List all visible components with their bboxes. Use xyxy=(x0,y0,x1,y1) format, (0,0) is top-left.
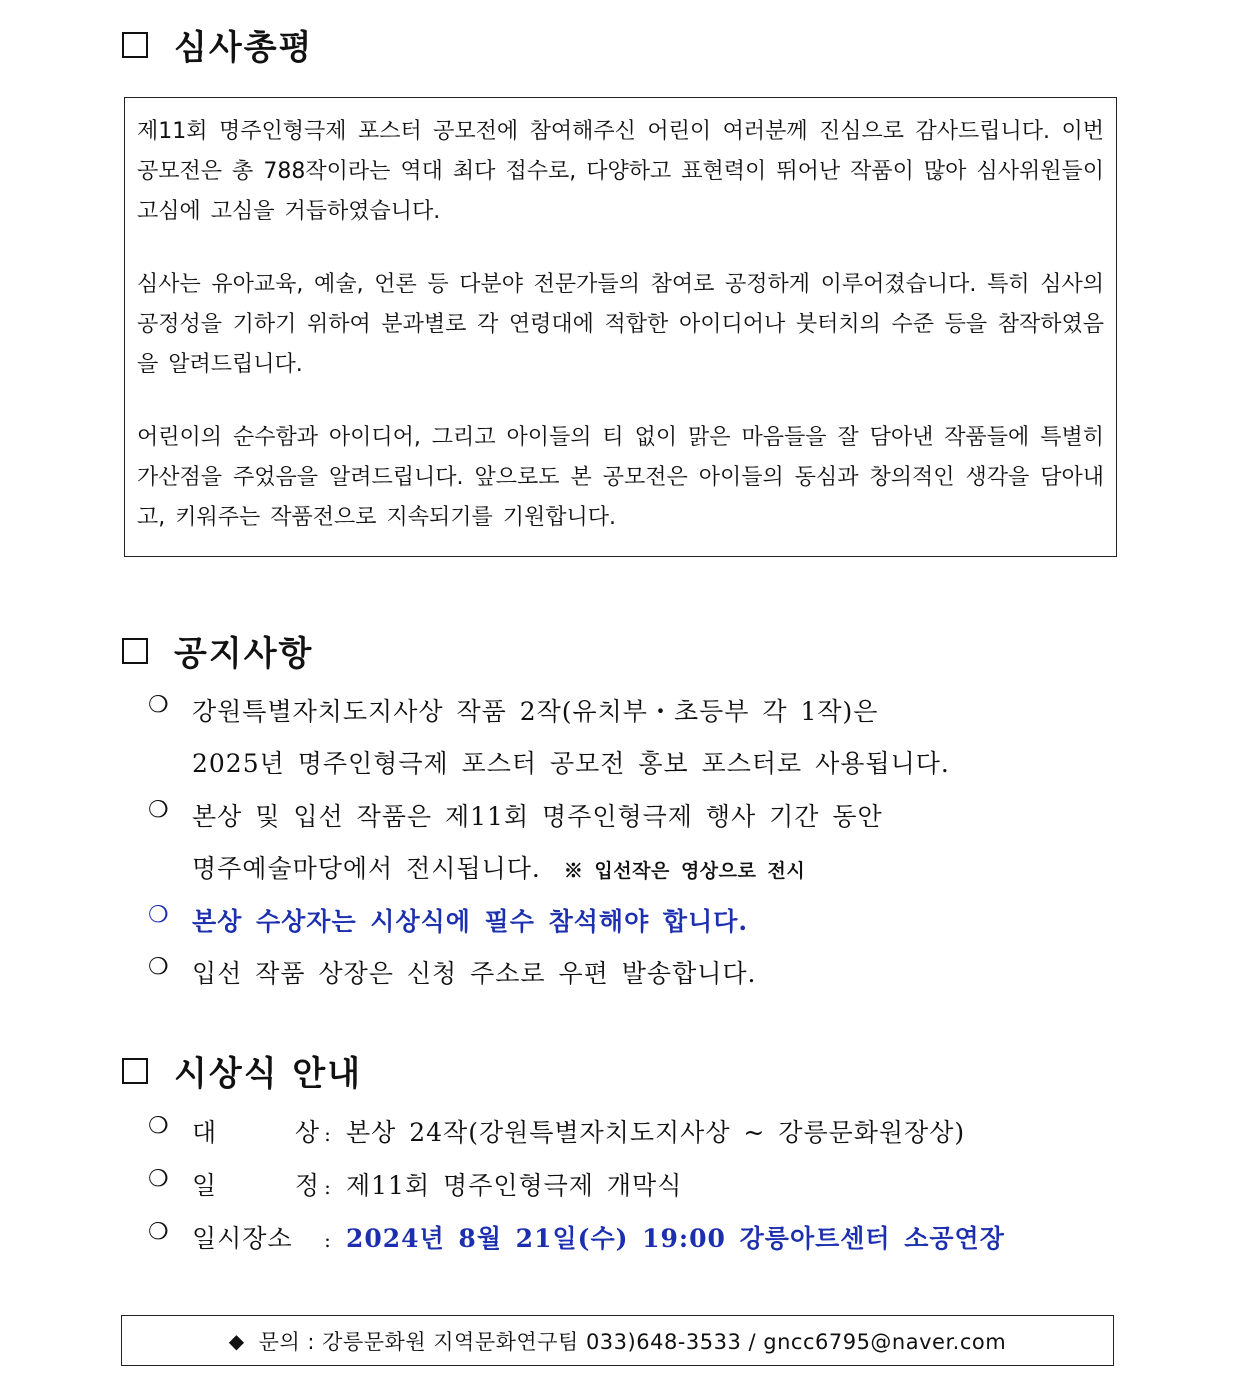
contact-text: 문의 : 강릉문화원 지역문화연구팀 033)648-3533 / gncc6795@naver.com xyxy=(258,1329,1007,1354)
notice-item-1-line1: 강원특별자치도지사상 작품 2작(유치부・초등부 각 1작)은 xyxy=(192,697,879,726)
checkbox-icon xyxy=(122,32,148,58)
notice-item-4: 입선 작품 상장은 신청 주소로 우편 발송합니다. xyxy=(192,959,757,988)
circle-bullet-icon: ❍ xyxy=(148,1219,169,1245)
diamond-icon: ◆ xyxy=(228,1328,245,1353)
separator: : xyxy=(324,1175,332,1199)
review-box xyxy=(124,97,1117,557)
separator: : xyxy=(324,1228,332,1252)
checkbox-icon xyxy=(122,638,148,664)
circle-bullet-icon: ❍ xyxy=(148,1166,169,1192)
notice-item-3: 본상 수상자는 시상식에 필수 참석해야 합니다. xyxy=(192,907,749,936)
notice-item-highlight xyxy=(148,902,1148,954)
circle-bullet-icon: ❍ xyxy=(148,954,169,980)
review-heading xyxy=(122,20,313,69)
notice-item-continuation xyxy=(148,744,1148,797)
notice-item xyxy=(148,797,1148,849)
ceremony-schedule-value: 제11회 명주인형극제 개막식 xyxy=(346,1171,683,1200)
notice-item-2-note: ※ 입선작은 영상으로 전시 xyxy=(563,860,806,882)
circle-bullet-icon: ❍ xyxy=(148,692,169,718)
notice-heading-text: 공지사항 xyxy=(174,634,314,674)
notice-item-continuation xyxy=(148,849,1148,902)
notice-item-2-line2: 명주예술마당에서 전시됩니다. xyxy=(192,854,541,883)
ceremony-target-value: 본상 24작(강원특별자치도지사상 ~ 강릉문화원장상) xyxy=(346,1118,966,1147)
circle-bullet-icon: ❍ xyxy=(148,902,169,928)
ceremony-item xyxy=(148,1166,1148,1219)
notice-heading xyxy=(122,626,313,675)
notice-item xyxy=(148,954,1148,1006)
separator: : xyxy=(324,1122,332,1146)
review-paragraph-3: 어린이의 순수함과 아이디어, 그리고 아이들의 티 없이 맑은 마음들을 잘 담아낸 작품들에 특별히 가산점을 주었음을 알려드립니다. 앞으로도 본 공모전은 아이들의 동심과 창의적인 생각을 담아내고, 키워주는 작품전으로 지속되기를 기원합니다. xyxy=(137,425,1104,530)
checkbox-icon xyxy=(122,1058,148,1084)
ceremony-heading-text: 시상식 안내 xyxy=(174,1054,363,1094)
ceremony-datetime-label: 일시장소 xyxy=(192,1224,293,1253)
ceremony-datetime-value: 2024년 8월 21일(수) 19:00 강릉아트센터 소공연장 xyxy=(346,1224,1005,1253)
circle-bullet-icon: ❍ xyxy=(148,1113,169,1139)
ceremony-item xyxy=(148,1219,1148,1272)
review-heading-text: 심사총평 xyxy=(174,28,314,68)
ceremony-list xyxy=(148,1113,1148,1272)
ceremony-heading xyxy=(122,1046,362,1095)
notice-item xyxy=(148,692,1148,744)
notice-item-1-line2: 2025년 명주인형극제 포스터 공모전 홍보 포스터로 사용됩니다. xyxy=(192,749,950,778)
ceremony-target-label: 대 상 xyxy=(192,1118,320,1147)
notice-item-2-line1: 본상 및 입선 작품은 제11회 명주인형극제 행사 기간 동안 xyxy=(192,802,883,831)
review-paragraph-1: 제11회 명주인형극제 포스터 공모전에 참여해주신 어린이 여러분께 진심으로 감사드립니다. 이번 공모전은 총 788작이라는 역대 최다 접수로, 다양하고 표현력이 뛰어난 작품이 많아 심사위원들이 고심에 고심을 거듭하였습니다. xyxy=(137,119,1104,224)
ceremony-schedule-label: 일 정 xyxy=(192,1171,320,1200)
notice-list xyxy=(148,692,1148,1006)
contact-box xyxy=(121,1315,1114,1366)
review-paragraph-2: 심사는 유아교육, 예술, 언론 등 다분야 전문가들의 참여로 공정하게 이루어졌습니다. 특히 심사의 공정성을 기하기 위하여 분과별로 각 연령대에 적합한 아이디어나 붓터치의 수준 등을 참작하였음을 알려드립니다. xyxy=(137,272,1104,377)
circle-bullet-icon: ❍ xyxy=(148,797,169,823)
ceremony-item xyxy=(148,1113,1148,1166)
